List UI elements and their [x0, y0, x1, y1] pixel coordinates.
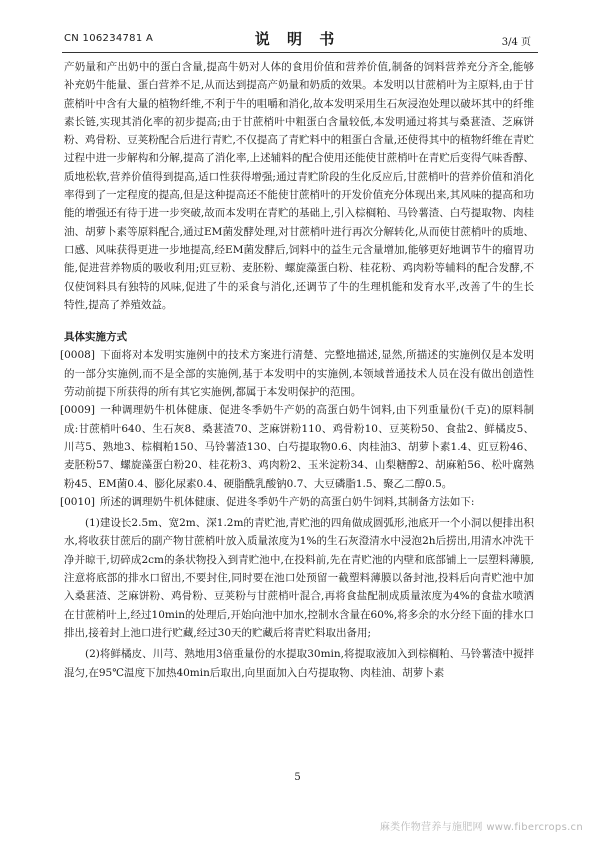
paragraph-text: 所述的调理奶牛机体健康、促进冬季奶牛产奶的高蛋白奶牛饲料,其制备方法如下: — [100, 495, 475, 508]
page-title: 说 明 书 — [254, 30, 341, 48]
preparation-step-1: (1)建设长2.5m、宽2m、深1.2m的青贮池,青贮池的四角做成圆弧形,池底开一个小洞以便排出积水,将收获甘蔗后的副产物甘蔗梢叶放入质量浓度为1%的生石灰澄清水中浸泡2h后捞出,用清水冲洗干净并晾干,切碎成2cm的条状物投入到青贮池中,在投料前,先在青贮池的内壁和底部铺上一层塑料薄膜,注意将底部的排水口留出,不要封住,同时要在池口处预留一截塑料薄膜以备封池,投料后向青贮池中加入桑葚渣、芝麻饼粉、鸡骨粉、豆荚粉与甘蔗梢叶混合,再将食盐配制成质量浓度为4%的食盐水喷洒在甘蔗梢叶上,经过10min的处理后,开始向池中加水,控制水含量在60%,将多余的水分经下面的排水口排出,接着封上池口进行贮藏,经过30天的贮藏后将青贮料取出备用; — [64, 517, 534, 639]
page-label: 3/4 页 — [501, 37, 531, 48]
paragraph-number: [0008] — [60, 349, 95, 362]
page-number: 5 — [294, 772, 301, 783]
document-number: CN 106234781 A — [64, 33, 154, 44]
section-title: 具体实施方式 — [64, 331, 127, 344]
paragraph-0010 — [60, 493, 534, 511]
document-body — [60, 58, 534, 682]
paragraph-0009 — [60, 401, 534, 492]
paragraph-0008 — [60, 346, 534, 401]
watermark: 麻类作物营养与施肥网 www.fibercrops.cn — [379, 822, 583, 833]
intro-paragraph: 产奶量和产出奶中的蛋白含量,提高牛奶对人体的食用价值和营养价值,制备的饲料营养充分齐全,能够补充奶牛能量、蛋白营养不足,从而达到提高产奶量和奶质的效果。本发明以甘蔗梢叶为主原料,由于甘蔗梢叶中含有大量的植物纤维,不利于牛的咀嚼和消化,故本发明采用生石灰浸泡处理以破坏其中的纤维素长链,实现其消化率的初步提高;由于甘蔗梢叶中粗蛋白含量较低,本发明通过将其与桑葚渣、芝麻饼粉、鸡骨粉、豆荚粉配合后进行青贮,不仅提高了青贮料中的粗蛋白含量,还使得其中的植物纤维在青贮过程中进一步解构和分解,提高了消化率,上述辅料的配合使用还能使甘蔗梢叶在青贮后变得气味香醇、质地松软,营养价值得到提高,适口性获得增强;通过青贮阶段的生化反应后,甘蔗梢叶的营养价值和消化率得到了一定程度的提高,但是这种提高还不能使甘蔗梢叶的开发价值充分体现出来,其风味的提高和功能的增强还有待于进一步突破,故而本发明在青贮的基础上,引入棕榈粕、马铃薯渣、白芍提取物、肉桂油、胡萝卜素等原料配合,通过EM菌发酵处理,对甘蔗梢叶进行再次分解转化,从而使甘蔗梢叶的质地、口感、风味获得更进一步地提高,经EM菌发酵后,饲料中的益生元含量增加,能够更好地调节牛的瘤胃功能,促进营养物质的吸收利用;豇豆粉、麦胚粉、螺旋藻蛋白粉、桂花粉、鸡肉粉等辅料的配合发酵,不仅使饲料具有独特的风味,促进了牛的采食与消化,还调节了牛的生理机能和发育水平,改善了牛的生长特性,提高了养殖效益。 — [64, 61, 534, 311]
paragraph-text: 下面将对本发明实施例中的技术方案进行清楚、完整地描述,显然,所描述的实施例仅是本发明的一部分实施例,而不是全部的实施例,基于本发明中的实施例,本领域普通技术人员在没有做出创造性劳动前提下所获得的所有其它实施例,都属于本发明保护的范围。 — [64, 349, 534, 399]
paragraph-text: 一种调理奶牛机体健康、促进冬季奶牛产奶的高蛋白奶牛饲料,由下列重量份(千克)的原料制成:甘蔗梢叶640、生石灰8、桑葚渣70、芝麻饼粉110、鸡骨粉10、豆荚粉50、食盐2、鲜橘皮5、川芎5、熟地3、棕榈粕150、马铃薯渣130、白芍提取物0.6、肉桂油3、胡萝卜素1.4、豇豆粉46、麦胚粉57、螺旋藻蛋白粉20、桂花粉3、鸡肉粉2、玉米淀粉34、山梨糖醇2、胡麻粕56、松叶腐熟粉45、EM菌0.4、膨化尿素0.4、硬脂酰乳酸钠0.7、大豆磷脂1.5、聚乙二醇0.5。 — [64, 404, 534, 490]
header-divider — [62, 52, 538, 53]
paragraph-number: [0009] — [60, 404, 95, 417]
paragraph-number: [0010] — [60, 495, 95, 508]
preparation-step-2: (2)将鲜橘皮、川芎、熟地用3倍重量份的水提取30min,将提取液加入到棕榈粕、马铃薯渣中搅拌混匀,在95℃温度下加热40min后取出,向里面加入白芍提取物、肉桂油、胡萝卜素 — [64, 648, 534, 679]
